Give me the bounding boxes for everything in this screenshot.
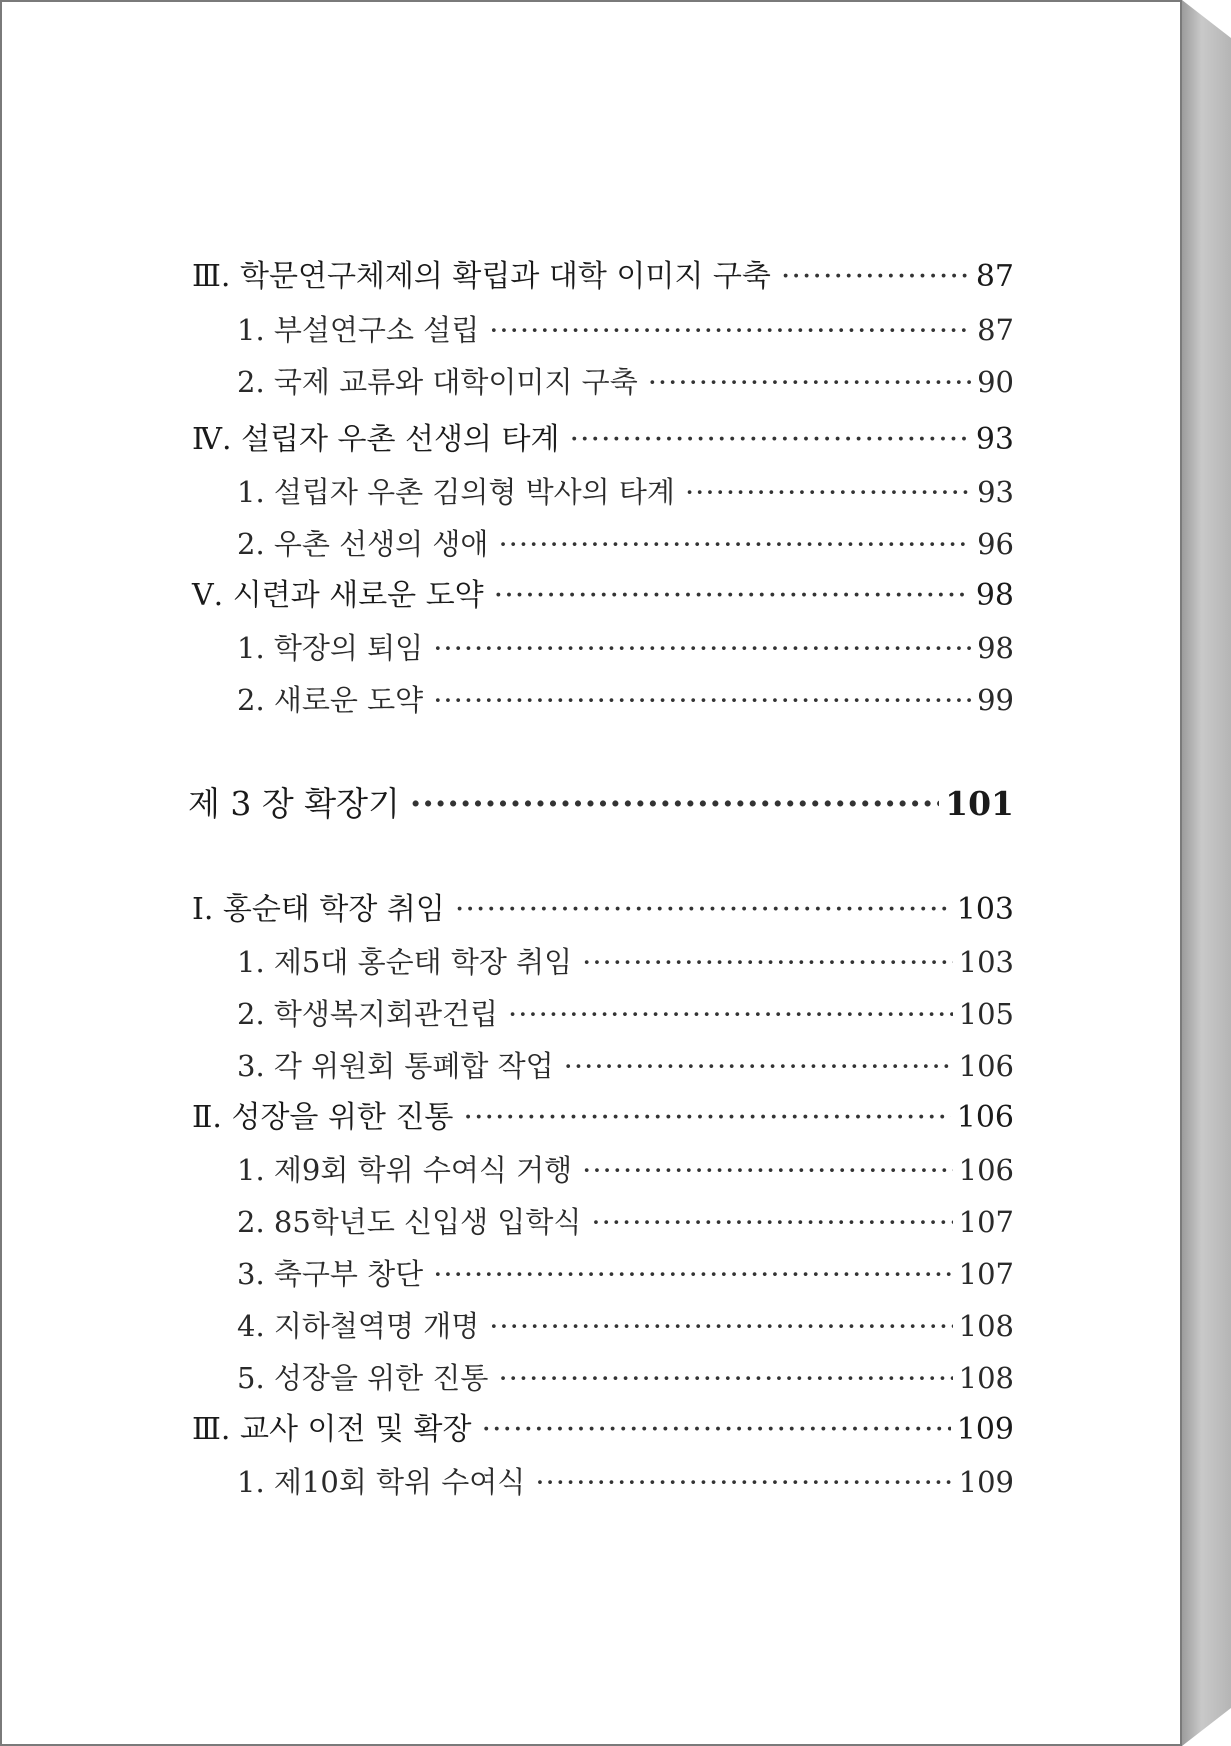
dot-leader bbox=[535, 1462, 952, 1502]
toc-entry-title: 3. 각 위원회 통폐합 작업 bbox=[237, 1049, 554, 1083]
toc-entry-title: Ⅲ. 교사 이전 및 확장 bbox=[192, 1412, 472, 1447]
dot-leader bbox=[582, 1150, 953, 1190]
toc-subsection bbox=[237, 1306, 1014, 1346]
toc-page-number: 107 bbox=[958, 1205, 1014, 1239]
toc-page-number: 107 bbox=[958, 1257, 1014, 1291]
toc-entry-title: 3. 축구부 창단 bbox=[237, 1257, 424, 1291]
toc-page-number: 99 bbox=[977, 683, 1014, 717]
dot-leader bbox=[481, 1410, 950, 1450]
dot-leader bbox=[591, 1202, 952, 1242]
toc-page-number: 98 bbox=[975, 578, 1014, 613]
toc-subsection bbox=[237, 680, 1014, 720]
toc-entry-title: Ⅲ. 학문연구체제의 확립과 대학 이미지 구축 bbox=[192, 259, 771, 294]
toc-section-3 bbox=[192, 257, 1014, 297]
dot-leader bbox=[489, 310, 971, 350]
dot-leader bbox=[489, 1306, 952, 1346]
toc-entry-title: 4. 지하철역명 개명 bbox=[237, 1309, 480, 1343]
toc-subsection bbox=[237, 1150, 1014, 1190]
dot-leader bbox=[433, 1254, 952, 1294]
dot-leader bbox=[498, 1358, 952, 1398]
dot-leader bbox=[508, 994, 953, 1034]
toc-page-number: 108 bbox=[958, 1361, 1014, 1395]
dot-leader bbox=[569, 420, 969, 460]
toc-subsection bbox=[237, 524, 1014, 564]
toc-page-number: 103 bbox=[958, 945, 1014, 979]
toc-entry-title: 2. 우촌 선생의 생애 bbox=[237, 527, 489, 561]
dot-leader bbox=[648, 362, 971, 402]
toc-page-number: 101 bbox=[945, 784, 1014, 823]
toc-subsection bbox=[237, 472, 1014, 512]
toc-page-number: 109 bbox=[956, 1412, 1014, 1447]
dot-leader bbox=[410, 784, 939, 824]
dot-leader bbox=[685, 472, 971, 512]
dot-leader bbox=[781, 257, 970, 297]
toc-subsection bbox=[237, 310, 1014, 350]
toc-subsection bbox=[237, 362, 1014, 402]
toc-entry-title: 2. 국제 교류와 대학이미지 구축 bbox=[237, 365, 638, 399]
toc-section-1 bbox=[192, 890, 1014, 930]
toc-entry-title: 1. 학장의 퇴임 bbox=[237, 631, 424, 665]
toc-entry-title: Ⅳ. 설립자 우촌 선생의 타계 bbox=[192, 422, 560, 457]
dot-leader bbox=[498, 524, 971, 564]
toc-subsection bbox=[237, 942, 1014, 982]
toc-page-number: 106 bbox=[958, 1153, 1014, 1187]
toc-entry-title: 1. 설립자 우촌 김의형 박사의 타계 bbox=[237, 475, 675, 509]
dot-leader bbox=[433, 628, 971, 668]
toc-subsection bbox=[237, 1358, 1014, 1398]
dot-leader bbox=[582, 942, 953, 982]
toc-entry-title: Ⅰ. 홍순태 학장 취임 bbox=[192, 892, 445, 927]
toc-entry-title: 1. 부설연구소 설립 bbox=[237, 313, 480, 347]
toc-page-number: 105 bbox=[958, 997, 1014, 1031]
toc-page-number: 87 bbox=[975, 259, 1014, 294]
toc-page-number: 106 bbox=[956, 1100, 1014, 1135]
toc-entry-title: Ⅴ. 시련과 새로운 도약 bbox=[192, 578, 484, 613]
toc-subsection bbox=[237, 1202, 1014, 1242]
dot-leader bbox=[494, 576, 970, 616]
toc-entry-title: 1. 제9회 학위 수여식 거행 bbox=[237, 1153, 573, 1187]
dot-leader bbox=[455, 890, 951, 930]
book-page-edge bbox=[1182, 0, 1231, 1746]
toc-section-3b bbox=[192, 1410, 1014, 1450]
toc-page-number: 87 bbox=[977, 313, 1014, 347]
toc-subsection bbox=[237, 994, 1014, 1034]
dot-leader bbox=[463, 1098, 950, 1138]
toc-entry-title: 2. 새로운 도약 bbox=[237, 683, 424, 717]
toc-page-number: 106 bbox=[958, 1049, 1014, 1083]
toc-chapter-title: 제 3 장 확장기 bbox=[188, 784, 400, 823]
toc-entry-title: Ⅱ. 성장을 위한 진통 bbox=[192, 1100, 454, 1135]
toc-page-number: 98 bbox=[977, 631, 1014, 665]
toc-subsection bbox=[237, 1254, 1014, 1294]
toc-page-number: 93 bbox=[977, 475, 1014, 509]
toc-page-number: 93 bbox=[975, 422, 1014, 457]
toc-page-number: 109 bbox=[958, 1465, 1014, 1499]
toc-chapter-3 bbox=[188, 784, 1014, 824]
toc-entry-title: 2. 학생복지회관건립 bbox=[237, 997, 498, 1031]
toc-entry-title: 2. 85학년도 신입생 입학식 bbox=[237, 1205, 582, 1239]
toc-subsection bbox=[237, 1046, 1014, 1086]
toc-entry-title: 1. 제5대 홍순태 학장 취임 bbox=[237, 945, 573, 979]
dot-leader bbox=[433, 680, 971, 720]
toc-page-number: 90 bbox=[977, 365, 1014, 399]
toc-page-number: 108 bbox=[958, 1309, 1014, 1343]
toc-subsection bbox=[237, 1462, 1014, 1502]
toc-entry-title: 1. 제10회 학위 수여식 bbox=[237, 1465, 526, 1499]
toc-entry-title: 5. 성장을 위한 진통 bbox=[237, 1361, 489, 1395]
toc-page-number: 96 bbox=[977, 527, 1014, 561]
dot-leader bbox=[564, 1046, 953, 1086]
toc-page-number: 103 bbox=[956, 892, 1014, 927]
toc-section-2 bbox=[192, 1098, 1014, 1138]
toc-subsection bbox=[237, 628, 1014, 668]
toc-section-5 bbox=[192, 576, 1014, 616]
toc-section-4 bbox=[192, 420, 1014, 460]
